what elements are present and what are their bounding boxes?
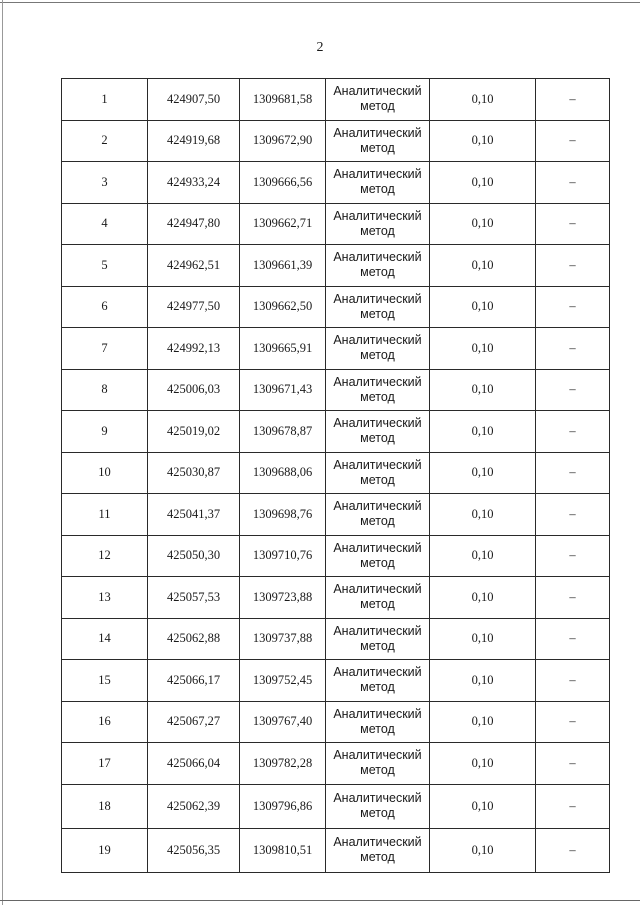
note-cell: – [536,203,610,245]
table-row [62,494,610,536]
point-number-cell: 18 [62,784,148,828]
note-cell: – [536,286,610,328]
y-coordinate-cell: 1309666,56 [240,162,326,204]
x-coordinate-cell: 424933,24 [148,162,240,204]
accuracy-cell: 0,10 [430,411,536,453]
table-row [62,701,610,743]
accuracy-cell: 0,10 [430,286,536,328]
method-line1: Аналитический [333,374,422,389]
table-row [62,120,610,162]
note-cell: – [536,245,610,287]
y-coordinate-cell: 1309723,88 [240,577,326,619]
page-edge-top [0,2,640,3]
accuracy-cell: 0,10 [430,784,536,828]
method-line1: Аналитический [333,291,422,306]
method-line1: Аналитический [333,582,422,597]
accuracy-cell: 0,10 [430,162,536,204]
accuracy-cell: 0,10 [430,369,536,411]
method-cell [326,618,430,660]
x-coordinate-cell: 425030,87 [148,452,240,494]
method-line2: метод [360,638,395,653]
y-coordinate-cell: 1309662,50 [240,286,326,328]
method-line2: метод [360,389,395,404]
method-line2: метод [360,472,395,487]
x-coordinate-cell: 424992,13 [148,328,240,370]
x-coordinate-cell: 425067,27 [148,701,240,743]
method-line1: Аналитический [333,665,422,680]
note-cell: – [536,328,610,370]
accuracy-cell: 0,10 [430,743,536,785]
x-coordinate-cell: 425062,39 [148,784,240,828]
point-number-cell: 6 [62,286,148,328]
method-line2: метод [360,514,395,529]
note-cell: – [536,120,610,162]
point-number-cell: 13 [62,577,148,619]
y-coordinate-cell: 1309678,87 [240,411,326,453]
method-line1: Аналитический [333,416,422,431]
accuracy-cell: 0,10 [430,660,536,702]
method-line1: Аналитический [333,791,422,805]
accuracy-cell: 0,10 [430,120,536,162]
method-line1: Аналитический [333,540,422,555]
method-cell [326,162,430,204]
coordinates-table [61,78,610,873]
y-coordinate-cell: 1309665,91 [240,328,326,370]
x-coordinate-cell: 424947,80 [148,203,240,245]
note-cell: – [536,660,610,702]
y-coordinate-cell: 1309672,90 [240,120,326,162]
y-coordinate-cell: 1309767,40 [240,701,326,743]
x-coordinate-cell: 425050,30 [148,535,240,577]
note-cell: – [536,701,610,743]
method-cell [326,286,430,328]
method-cell [326,701,430,743]
method-line1: Аналитический [333,706,422,721]
table-row [62,452,610,494]
accuracy-cell: 0,10 [430,701,536,743]
method-line1: Аналитический [333,84,422,99]
method-cell [326,411,430,453]
point-number-cell: 11 [62,494,148,536]
page-edge-left [2,0,3,905]
x-coordinate-cell: 424907,50 [148,79,240,121]
table-row [62,245,610,287]
method-cell [326,120,430,162]
method-line2: метод [360,99,395,114]
note-cell: – [536,452,610,494]
y-coordinate-cell: 1309796,86 [240,784,326,828]
y-coordinate-cell: 1309662,71 [240,203,326,245]
x-coordinate-cell: 425066,04 [148,743,240,785]
method-line2: метод [360,806,395,820]
method-line2: метод [360,680,395,695]
method-cell [326,784,430,828]
method-line2: метод [360,721,395,736]
note-cell: – [536,535,610,577]
x-coordinate-cell: 424977,50 [148,286,240,328]
note-cell: – [536,494,610,536]
method-line2: метод [360,182,395,197]
point-number-cell: 10 [62,452,148,494]
accuracy-cell: 0,10 [430,245,536,287]
table-row [62,411,610,453]
method-line2: метод [360,555,395,570]
table-row [62,618,610,660]
table-row [62,328,610,370]
table-row [62,79,610,121]
method-line2: метод [360,850,395,864]
method-line1: Аналитический [333,208,422,223]
method-line1: Аналитический [333,623,422,638]
y-coordinate-cell: 1309752,45 [240,660,326,702]
table-row [62,784,610,828]
method-line2: метод [360,306,395,321]
table-row [62,286,610,328]
method-line1: Аналитический [333,499,422,514]
note-cell: – [536,784,610,828]
accuracy-cell: 0,10 [430,828,536,872]
note-cell: – [536,162,610,204]
point-number-cell: 1 [62,79,148,121]
point-number-cell: 5 [62,245,148,287]
method-line1: Аналитический [333,125,422,140]
x-coordinate-cell: 424919,68 [148,120,240,162]
accuracy-cell: 0,10 [430,203,536,245]
x-coordinate-cell: 425019,02 [148,411,240,453]
point-number-cell: 4 [62,203,148,245]
y-coordinate-cell: 1309810,51 [240,828,326,872]
method-line2: метод [360,265,395,280]
point-number-cell: 19 [62,828,148,872]
accuracy-cell: 0,10 [430,328,536,370]
accuracy-cell: 0,10 [430,79,536,121]
accuracy-cell: 0,10 [430,618,536,660]
point-number-cell: 7 [62,328,148,370]
method-cell [326,203,430,245]
method-line1: Аналитический [333,333,422,348]
method-line2: метод [360,597,395,612]
point-number-cell: 15 [62,660,148,702]
table-row [62,828,610,872]
method-cell [326,245,430,287]
x-coordinate-cell: 425066,17 [148,660,240,702]
table-row [62,369,610,411]
x-coordinate-cell: 425057,53 [148,577,240,619]
accuracy-cell: 0,10 [430,577,536,619]
x-coordinate-cell: 425041,37 [148,494,240,536]
x-coordinate-cell: 424962,51 [148,245,240,287]
method-cell [326,452,430,494]
method-line1: Аналитический [333,457,422,472]
note-cell: – [536,828,610,872]
table-row [62,203,610,245]
note-cell: – [536,743,610,785]
y-coordinate-cell: 1309681,58 [240,79,326,121]
y-coordinate-cell: 1309671,43 [240,369,326,411]
method-cell [326,79,430,121]
method-line2: метод [360,140,395,155]
y-coordinate-cell: 1309661,39 [240,245,326,287]
point-number-cell: 2 [62,120,148,162]
point-number-cell: 17 [62,743,148,785]
point-number-cell: 12 [62,535,148,577]
y-coordinate-cell: 1309737,88 [240,618,326,660]
method-line2: метод [360,348,395,363]
method-line1: Аналитический [333,167,422,182]
table-row [62,162,610,204]
accuracy-cell: 0,10 [430,535,536,577]
method-cell [326,328,430,370]
method-line2: метод [360,763,395,778]
method-cell [326,660,430,702]
accuracy-cell: 0,10 [430,494,536,536]
page-edge-bottom [0,900,640,901]
x-coordinate-cell: 425062,88 [148,618,240,660]
point-number-cell: 16 [62,701,148,743]
table-row [62,577,610,619]
x-coordinate-cell: 425056,35 [148,828,240,872]
y-coordinate-cell: 1309782,28 [240,743,326,785]
table-row [62,660,610,702]
table-body [62,79,610,873]
method-line1: Аналитический [333,835,422,849]
accuracy-cell: 0,10 [430,452,536,494]
table-row [62,743,610,785]
method-cell [326,828,430,872]
method-cell [326,494,430,536]
method-cell [326,577,430,619]
note-cell: – [536,577,610,619]
method-line2: метод [360,223,395,238]
y-coordinate-cell: 1309710,76 [240,535,326,577]
method-cell [326,369,430,411]
table-row [62,535,610,577]
method-line1: Аналитический [333,250,422,265]
method-line2: метод [360,431,395,446]
method-cell [326,535,430,577]
page-number: 2 [316,40,324,55]
method-cell [326,743,430,785]
note-cell: – [536,411,610,453]
method-line1: Аналитический [333,748,422,763]
note-cell: – [536,618,610,660]
note-cell: – [536,79,610,121]
y-coordinate-cell: 1309688,06 [240,452,326,494]
note-cell: – [536,369,610,411]
point-number-cell: 14 [62,618,148,660]
x-coordinate-cell: 425006,03 [148,369,240,411]
point-number-cell: 8 [62,369,148,411]
point-number-cell: 3 [62,162,148,204]
y-coordinate-cell: 1309698,76 [240,494,326,536]
point-number-cell: 9 [62,411,148,453]
